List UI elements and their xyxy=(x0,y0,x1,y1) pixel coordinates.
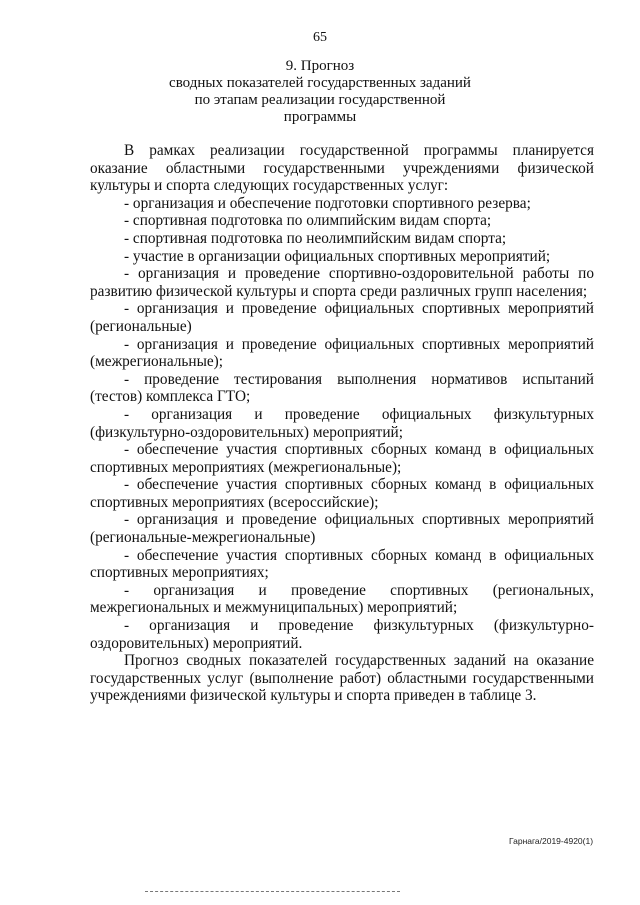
scan-artifact-line xyxy=(145,891,400,893)
closing-paragraph: Прогноз сводных показателей государственных заданий на оказание государственных услуг (выполнение работ) областными государственными учреждениями физической культуры и спорта приведен в таблице 3. xyxy=(90,652,594,705)
list-item: - организация и проведение физкультурных (физкультурно-оздоровительных) мероприятий. xyxy=(90,617,594,652)
list-item: - организация и проведение спортивно-оздоровительной работы по развитию физической культуры и спорта среди различных групп населения; xyxy=(90,265,594,300)
title-line: программы xyxy=(283,109,357,125)
document-code: Гарнага/2019-4920(1) xyxy=(509,836,594,846)
list-item: - спортивная подготовка по неолимпийским видам спорта; xyxy=(124,229,507,247)
list-item: - организация и проведение официальных спортивных мероприятий (региональные-межрегиональные) xyxy=(90,511,594,547)
intro-paragraph: В рамках реализации государственной программы планируется оказание областными государственными учреждениями физической культуры и спорта следующих государственных услуг: xyxy=(90,142,594,195)
list-item: - организация и обеспечение подготовки спортивного резерва; xyxy=(124,194,531,212)
list-item: - организация и проведение официальных физкультурных (физкультурно-оздоровительных) мероприятий; xyxy=(90,405,594,441)
title-line: 9. Прогноз xyxy=(285,58,355,74)
list-item: - обеспечение участия спортивных сборных команд в официальных спортивных мероприятиях (всероссийские); xyxy=(90,476,594,511)
list-item: - организация и проведение официальных спортивных мероприятий (межрегиональные); xyxy=(90,335,594,371)
body-text xyxy=(90,142,594,705)
title-line: по этапам реализации государственной xyxy=(194,92,446,108)
list-item: - обеспечение участия спортивных сборных команд в официальных спортивных мероприятиях; xyxy=(90,546,594,582)
title-line: сводных показателей государственных заданий xyxy=(169,75,471,91)
list-item: - организация и проведение спортивных (региональных, межрегиональных и межмуниципальных) мероприятий; xyxy=(90,581,594,617)
page-number: 65 xyxy=(313,30,327,45)
list-item: - проведение тестирования выполнения нормативов испытаний (тестов) комплекса ГТО; xyxy=(90,370,594,406)
list-item: - обеспечение участия спортивных сборных команд в официальных спортивных мероприятиях (межрегиональные); xyxy=(90,441,594,476)
section-title xyxy=(0,58,640,126)
list-item: - спортивная подготовка по олимпийским видам спорта; xyxy=(124,212,492,230)
list-item: - участие в организации официальных спортивных мероприятий; xyxy=(124,247,551,265)
list-item: - организация и проведение официальных спортивных мероприятий (региональные) xyxy=(90,300,594,335)
